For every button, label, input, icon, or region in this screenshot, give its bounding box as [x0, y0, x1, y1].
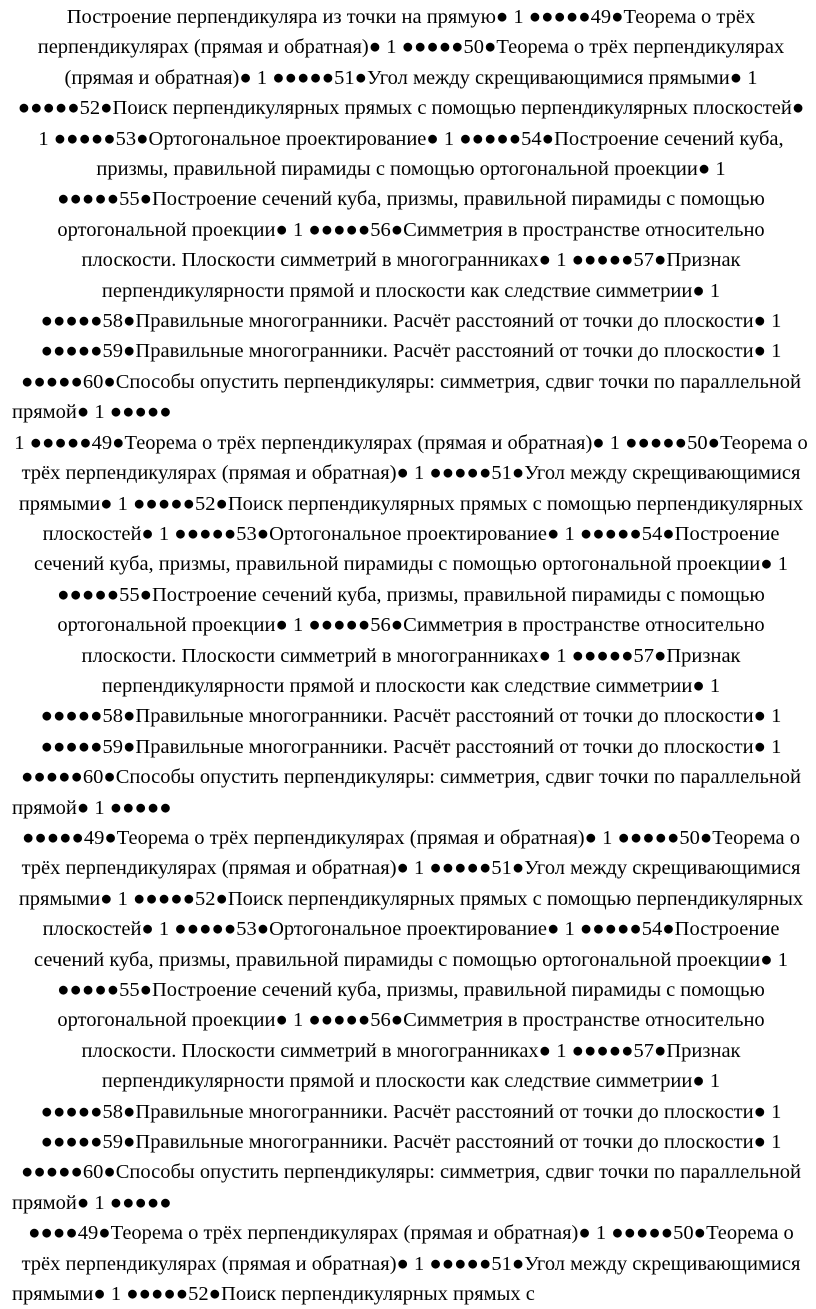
paragraph-3 — [12, 823, 810, 1218]
paragraph-2-text: 1 ●●●●●49●Теорема о трёх перпендикулярах (прямая и обратная)● 1 ●●●●●50●Теорема о трёх перпендикулярах (прямая и обратная)● 1 ●●●●●51●Угол между скрещивающимися прямыми● 1 ●●●●●52●Поиск перпендикулярных прямых с помощью перпендикулярных плоскостей● 1 ●●●●●53●Ортогональное проектирование● 1 ●●●●●54●Построение сечений куба, призмы, правильной пирамиды с помощью ортогональной проекции● 1 ●●●●●55●Построение сечений куба, призмы, правильной пирамиды с помощью ортогональной проекции● 1 ●●●●●56●Симметрия в пространстве относительно плоскости. Плоскости симметрий в многогранниках● 1 ●●●●●57●Признак перпендикулярности прямой и плоскости как следствие симметрии● 1 ●●●●●58●Правильные многогранники. Расчёт расстояний от точки до плоскости● 1 ●●●●●59●Правильные многогранники. Расчёт расстояний от точки до плоскости● 1 ●●●●●60●Способы опустить перпендикуляры: симметрия, сдвиг точки по параллельной прямой● 1 ●●●●● — [12, 431, 808, 819]
paragraph-1-text: Построение перпендикуляра из точки на прямую● 1 ●●●●●49●Теорема о трёх перпендикулярах (прямая и обратная)● 1 ●●●●●50●Теорема о трёх перпендикулярах (прямая и обратная)● 1 ●●●●●51●Угол между скрещивающимися прямыми● 1 ●●●●●52●Поиск перпендикулярных прямых с помощью перпендикулярных плоскостей● 1 ●●●●●53●Ортогональное проектирование● 1 ●●●●●54●Построение сечений куба, призмы, правильной пирамиды с помощью ортогональной проекции● 1 ●●●●●55●Построение сечений куба, призмы, правильной пирамиды с помощью ортогональной проекции● 1 ●●●●●56●Симметрия в пространстве относительно плоскости. Плоскости симметрий в многогранниках● 1 ●●●●●57●Признак перпендикулярности прямой и плоскости как следствие симметрии● 1 ●●●●●58●Правильные многогранники. Расчёт расстояний от точки до плоскости● 1 ●●●●●59●Правильные многогранники. Расчёт расстояний от точки до плоскости● 1 ●●●●●60●Способы опустить перпендикуляры: симметрия, сдвиг точки по параллельной прямой● 1 ●●●●● — [12, 6, 805, 424]
paragraph-4-text: ●●●●49●Теорема о трёх перпендикулярах (прямая и обратная)● 1 ●●●●●50●Теорема о трёх перпендикулярах (прямая и обратная)● 1 ●●●●●51●Угол между скрещивающимися прямыми● 1 ●●●●●52●Поиск перпендикулярных прямых с — [12, 1222, 801, 1306]
paragraph-2 — [12, 428, 810, 823]
paragraph-3-text: ●●●●●49●Теорема о трёх перпендикулярах (прямая и обратная)● 1 ●●●●●50●Теорема о трёх перпендикулярах (прямая и обратная)● 1 ●●●●●51●Угол между скрещивающимися прямыми● 1 ●●●●●52●Поиск перпендикулярных прямых с помощью перпендикулярных плоскостей● 1 ●●●●●53●Ортогональное проектирование● 1 ●●●●●54●Построение сечений куба, призмы, правильной пирамиды с помощью ортогональной проекции● 1 ●●●●●55●Построение сечений куба, призмы, правильной пирамиды с помощью ортогональной проекции● 1 ●●●●●56●Симметрия в пространстве относительно плоскости. Плоскости симметрий в многогранниках● 1 ●●●●●57●Признак перпендикулярности прямой и плоскости как следствие симметрии● 1 ●●●●●58●Правильные многогранники. Расчёт расстояний от точки до плоскости● 1 ●●●●●59●Правильные многогранники. Расчёт расстояний от точки до плоскости● 1 ●●●●●60●Способы опустить перпендикуляры: симметрия, сдвиг точки по параллельной прямой● 1 ●●●●● — [12, 826, 804, 1214]
paragraph-1 — [12, 2, 810, 428]
paragraph-4 — [12, 1218, 810, 1309]
